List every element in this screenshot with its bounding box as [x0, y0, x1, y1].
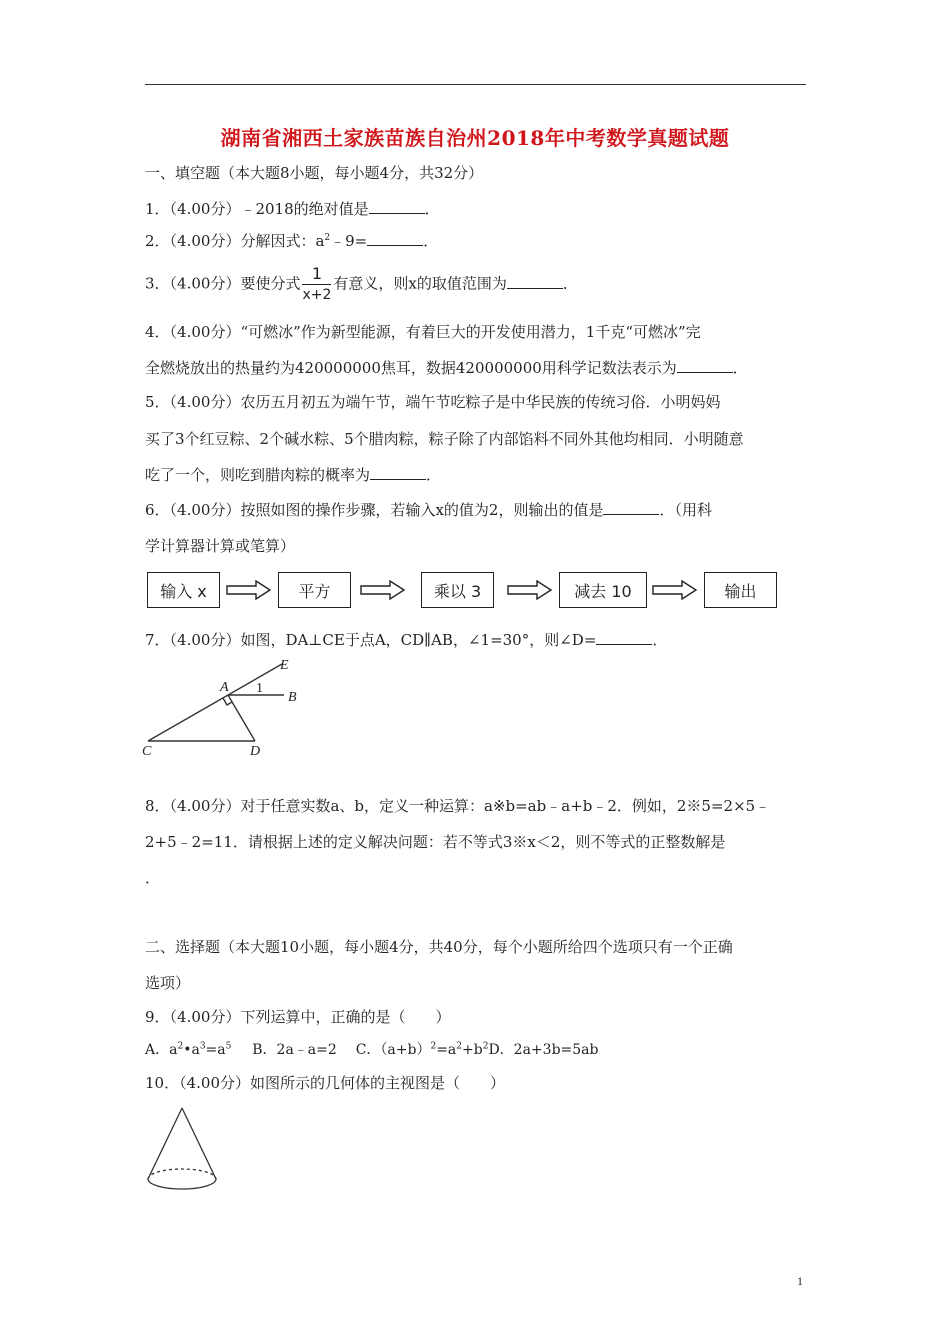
- label-D: D: [250, 744, 261, 759]
- q8-line1: 8．（4.00分）对于任意实数a、b，定义一种运算：a※b=ab﹣a+b﹣2．例如，2※5=2×5﹣: [145, 797, 771, 815]
- q1-answer-blank[interactable]: [369, 199, 425, 214]
- flow-box-minus10: 减去 10: [559, 572, 647, 608]
- q9-option-b[interactable]: B．2a﹣a=2: [252, 1042, 337, 1058]
- question-1: [145, 199, 440, 219]
- q2-number: 2．（4.00分）: [145, 232, 241, 250]
- q4-end: ．: [732, 359, 748, 377]
- q9-option-d[interactable]: D．2a+3b=5ab: [488, 1042, 599, 1058]
- q3-fraction: [302, 264, 331, 305]
- flow-box-times3: 乘以 3: [421, 572, 494, 608]
- q3-text-b: 有意义，则x的取值范围为: [333, 274, 507, 293]
- q6-answer-blank[interactable]: [603, 500, 659, 515]
- line-CE: [148, 664, 282, 741]
- q5-answer-blank[interactable]: [370, 465, 426, 480]
- q9-opt-a-part3: =a: [205, 1042, 226, 1058]
- section1-heading: 一、填空题（本大题8小题，每小题4分，共32分）: [145, 164, 484, 182]
- q9-opt-c-sup2: 2: [456, 1041, 463, 1052]
- q9-opt-c-sup1: 2: [430, 1041, 437, 1052]
- q3-text-a: 要使分式: [240, 274, 301, 293]
- q6-line1: [145, 500, 712, 520]
- q9-opt-a-part2: •a: [183, 1042, 200, 1058]
- q8-line3: ．: [145, 869, 161, 887]
- q9-opt-c-sup3: 2: [482, 1041, 489, 1052]
- q7-end: ．: [652, 631, 668, 649]
- q6-line2: 学计算器计算或笔算）: [145, 537, 296, 555]
- q9-opt-c-part2: =a: [436, 1042, 457, 1058]
- page-number: 1: [797, 1274, 803, 1288]
- q9-opt-a-sup1: 2: [177, 1041, 184, 1052]
- cone-right-edge: [182, 1108, 216, 1179]
- q3-number: 3．（4.00分）: [145, 274, 241, 293]
- flow-arrow-2-icon: [360, 580, 406, 600]
- flow-arrow-4-icon: [652, 580, 698, 600]
- q2-end: ．: [423, 232, 439, 250]
- cone-left-edge: [148, 1108, 182, 1179]
- section2-heading-line1: 二、选择题（本大题10小题，每小题4分，共40分，每个小题所给四个选项只有一个正确: [145, 938, 733, 956]
- flow-box-output: 输出: [704, 572, 777, 608]
- q9-opt-a-part1: A．a: [145, 1042, 178, 1058]
- flow-box-square: 平方: [278, 572, 351, 608]
- label-B: B: [288, 690, 297, 705]
- flow-arrow-1-icon: [226, 580, 272, 600]
- q10-cone-figure: [142, 1100, 222, 1196]
- q2-text-a: 分解因式：a: [240, 232, 325, 250]
- label-C: C: [142, 744, 152, 759]
- q2-sup: 2: [324, 233, 331, 243]
- q2-text-b: ﹣9=: [330, 232, 368, 250]
- q5-end: ．: [426, 466, 442, 484]
- page-title: 湖南省湘西土家族苗族自治州2018年中考数学真题试题: [220, 126, 730, 150]
- q5-line3: [145, 465, 441, 485]
- line-AD: [228, 695, 255, 741]
- q3-end: ．: [562, 274, 578, 293]
- q6-line1-text: 6．（4.00分）按照如图的操作步骤，若输入x的值为2，则输出的值是: [145, 501, 604, 519]
- q3-frac-numerator: 1: [302, 264, 331, 285]
- cone-base-back: [148, 1169, 216, 1179]
- q4-line2: [145, 358, 748, 378]
- cone-base-front: [148, 1179, 216, 1189]
- q9-option-c[interactable]: [356, 1042, 489, 1058]
- flow-arrow-3-icon: [507, 580, 553, 600]
- q9-line1: 9．（4.00分）下列运算中，正确的是（ ）: [145, 1008, 451, 1026]
- q9-opt-a-sup2: 3: [199, 1041, 206, 1052]
- header-rule: [145, 84, 806, 85]
- q9-options: [145, 1040, 598, 1060]
- q7-line1: [145, 630, 667, 650]
- q5-line1: 5．（4.00分）农历五月初五为端午节，端午节吃粽子是中华民族的传统习俗．小明妈妈: [145, 393, 721, 411]
- q5-line3-text: 吃了一个，则吃到腊肉粽的概率为: [145, 466, 371, 484]
- q4-line1: 4．（4.00分）“可燃冰”作为新型能源，有着巨大的开发使用潜力，1千克“可燃冰”完: [145, 323, 701, 341]
- question-3: [145, 264, 578, 305]
- q9-opt-c-part1: C．（a+b）: [355, 1042, 431, 1058]
- label-E: E: [280, 658, 289, 673]
- q7-line1-text: 7．（4.00分）如图，DA⊥CE于点A，CD∥AB，∠1=30°，则∠D=: [145, 631, 597, 649]
- q8-line2: 2+5﹣2=11．请根据上述的定义解决问题：若不等式3※x＜2，则不等式的正整数解是: [145, 833, 726, 851]
- label-A: A: [220, 680, 229, 695]
- q7-geometry-figure: [138, 655, 318, 763]
- flow-box-input: 输入 x: [147, 572, 220, 608]
- q9-option-a[interactable]: [145, 1042, 231, 1058]
- q5-line2: 买了3个红豆粽、2个碱水粽、5个腊肉粽，粽子除了内部馅料不同外其他均相同．小明随意: [145, 430, 744, 448]
- q1-end: ．: [424, 200, 440, 218]
- q10-line1: 10．（4.00分）如图所示的几何体的主视图是（ ）: [145, 1074, 505, 1092]
- question-2: [145, 231, 438, 251]
- q1-number: 1．（4.00分）: [145, 200, 241, 218]
- q7-answer-blank[interactable]: [596, 630, 652, 645]
- q9-opt-c-part3: +b: [462, 1042, 483, 1058]
- label-angle-1: 1: [256, 681, 263, 696]
- section2-heading-line2: 选项）: [145, 974, 191, 992]
- q3-answer-blank[interactable]: [507, 274, 563, 289]
- q6-line1-end: ．（用科: [659, 501, 712, 519]
- q3-frac-denominator: x+2: [302, 287, 332, 303]
- q9-opt-a-sup3: 5: [225, 1041, 232, 1052]
- q1-text: ﹣2018的绝对值是: [240, 200, 369, 218]
- q2-answer-blank[interactable]: [367, 231, 423, 246]
- q4-answer-blank[interactable]: [677, 358, 733, 373]
- q4-line2-text: 全燃烧放出的热量约为420000000焦耳，数据420000000用科学记数法表示为: [145, 359, 677, 377]
